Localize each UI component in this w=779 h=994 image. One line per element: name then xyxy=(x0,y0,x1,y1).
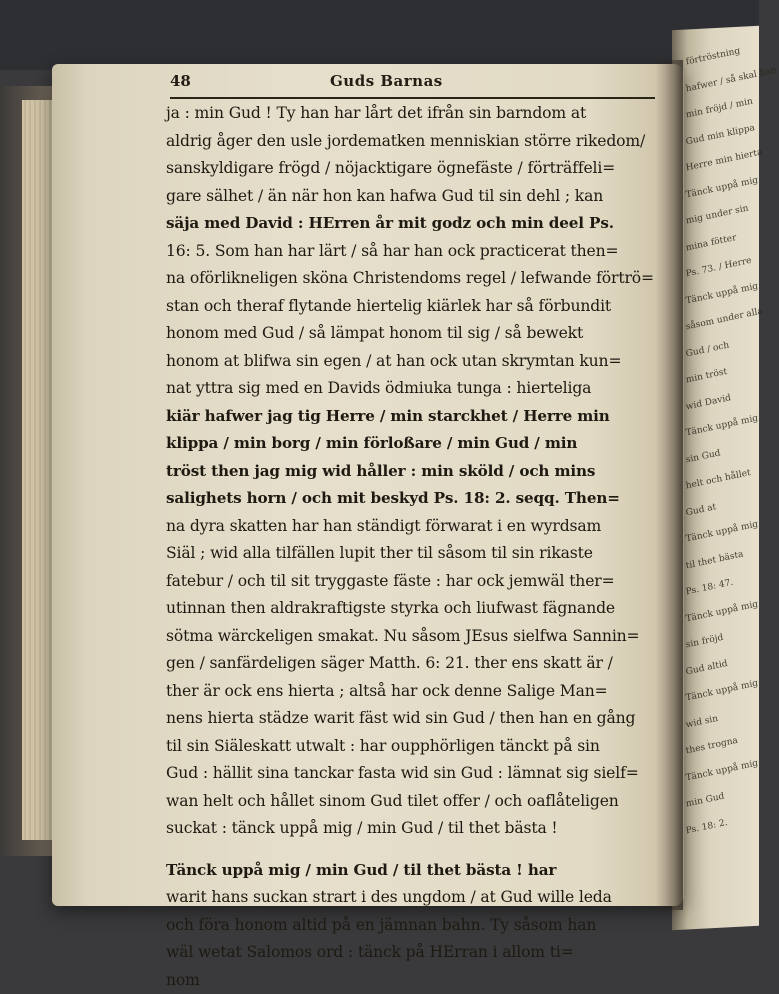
text-line: 16: 5. Som han har lärt / så har han ock practicerat then= xyxy=(166,238,658,266)
text-line: ja : min Gud ! Ty han har lårt det ifrån sin barndom at xyxy=(166,100,658,128)
page-header xyxy=(170,72,655,94)
facing-text-line: Ps. 18: 47. xyxy=(684,563,767,606)
text-line: utinnan then aldrakraftigste styrka och liufwast fägnande xyxy=(166,595,658,623)
text-line: ther är ock ens hierta ; altså har ock denne Salige Man= xyxy=(166,678,658,706)
facing-text-line: mig under sin xyxy=(684,192,767,235)
text-line: wan helt och hållet sinom Gud tilet offer / och oaflåteligen xyxy=(166,788,658,816)
facing-text-line: Tänck uppå mig xyxy=(684,404,767,447)
text-line: salighets horn / och mit beskyd Ps. 18: 2. seqq. Then= xyxy=(166,485,658,513)
text-line: stan och theraf flytande hiertelig kiärlek har så förbundit xyxy=(166,293,658,321)
text-line: fatebur / och til sit tryggaste fäste : har ock jemwäl ther= xyxy=(166,568,658,596)
gutter-shadow xyxy=(655,60,683,910)
text-line: gare sälhet / än när hon kan hafwa Gud til sin dehl ; kan xyxy=(166,183,658,211)
facing-text-line: til thet bästa xyxy=(684,537,767,580)
text-line: Siäl ; wid alla tilfällen lupit ther til såsom til sin rikaste xyxy=(166,540,658,568)
text-line: sanskyldigare frögd / nöjacktigare ögnefäste / förträffeli= xyxy=(166,155,658,183)
text-line: na dyra skatten har han ständigt förwarat i en wyrdsam xyxy=(166,513,658,541)
text-line: warit hans suckan strart i des ungdom / at Gud wille leda xyxy=(166,884,658,912)
text-line: sötma wärckeligen smakat. Nu såsom JEsus sielfwa Sannin= xyxy=(166,623,658,651)
text-line: och föra honom altid på en jämnan bahn. Ty såsom han xyxy=(166,912,658,940)
text-line: suckat : tänck uppå mig / min Gud / til thet bästa ! xyxy=(166,815,658,843)
text-line: nat yttra sig med en Davids ödmiuka tunga : hierteliga xyxy=(166,375,658,403)
text-line: nom xyxy=(166,967,658,994)
running-head: Guds Barnas xyxy=(330,72,443,90)
facing-text-line: Gud min klippa xyxy=(684,113,767,156)
facing-text-line: wid David xyxy=(684,378,767,421)
text-line: Tänck uppå mig / min Gud / til thet bästa ! har xyxy=(166,857,658,885)
facing-text-line: förtröstning xyxy=(684,33,767,76)
facing-text-line: min tröst xyxy=(684,351,767,394)
text-line: gen / sanfärdeligen säger Matth. 6: 21. ther ens skatt är / xyxy=(166,650,658,678)
page-number: 48 xyxy=(170,72,191,90)
facing-text-line: hafwer / så skal han xyxy=(684,60,767,103)
facing-text-line: mina fötter xyxy=(684,219,767,262)
header-rule xyxy=(170,97,655,99)
text-line: til sin Siäleskatt utwalt : har oupphörligen tänckt på sin xyxy=(166,733,658,761)
paragraph-gap xyxy=(166,843,658,857)
facing-page-text xyxy=(686,45,766,844)
facing-text-line: Tänck uppå mig xyxy=(684,590,767,633)
text-line: kiär hafwer jag tig Herre / min starckhet / Herre min xyxy=(166,403,658,431)
facing-text-line: helt och hållet xyxy=(684,457,767,500)
page-body xyxy=(166,100,658,994)
text-line: klippa / min borg / min förloßare / min Gud / min xyxy=(166,430,658,458)
facing-text-line: sin Gud xyxy=(684,431,767,474)
facing-text-line: min Gud xyxy=(684,775,767,818)
facing-text-line: Tänck uppå mig xyxy=(684,272,767,315)
facing-text-line: wid sin xyxy=(684,696,767,739)
facing-text-line: Tänck uppå mig xyxy=(684,510,767,553)
facing-text-line: Gud altid xyxy=(684,643,767,686)
text-line: säja med David : HErren år mit godz och min deel Ps. xyxy=(166,210,658,238)
text-line: aldrig åger den usle jordematken menniskian större rikedom/ xyxy=(166,128,658,156)
facing-text-line: Ps. 73. / Herre xyxy=(684,245,767,288)
background-top xyxy=(0,0,759,70)
facing-text-line: Ps. 18: 2. xyxy=(684,802,767,845)
facing-text-line: sin fröjd xyxy=(684,616,767,659)
facing-text-line: thes trogna xyxy=(684,722,767,765)
facing-text-line: Tänck uppå mig xyxy=(684,669,767,712)
text-line: Gud : hällit sina tanckar fasta wid sin Gud : lämnat sig sielf= xyxy=(166,760,658,788)
text-line: wäl wetat Salomos ord : tänck på HErran i allom ti= xyxy=(166,939,658,967)
facing-page xyxy=(672,26,759,931)
text-line: na oförlikneligen sköna Christendoms regel / lefwande förtrö= xyxy=(166,265,658,293)
facing-text-line: såsom under alla xyxy=(684,298,767,341)
facing-text-line: Tänck uppå mig xyxy=(684,749,767,792)
text-line: tröst then jag mig wid håller : min sköld / och mins xyxy=(166,458,658,486)
facing-text-line: Gud at xyxy=(684,484,767,527)
facing-text-line: Gud / och xyxy=(684,325,767,368)
text-line: nens hierta städze warit fäst wid sin Gud / then han en gång xyxy=(166,705,658,733)
text-line: honom med Gud / så lämpat honom til sig / så bewekt xyxy=(166,320,658,348)
facing-text-line: min fröjd / min xyxy=(684,86,767,129)
facing-text-line: Herre min hierta xyxy=(684,139,767,182)
text-line: honom at blifwa sin egen / at han ock utan skrymtan kun= xyxy=(166,348,658,376)
facing-text-line: Tänck uppå mig xyxy=(684,166,767,209)
